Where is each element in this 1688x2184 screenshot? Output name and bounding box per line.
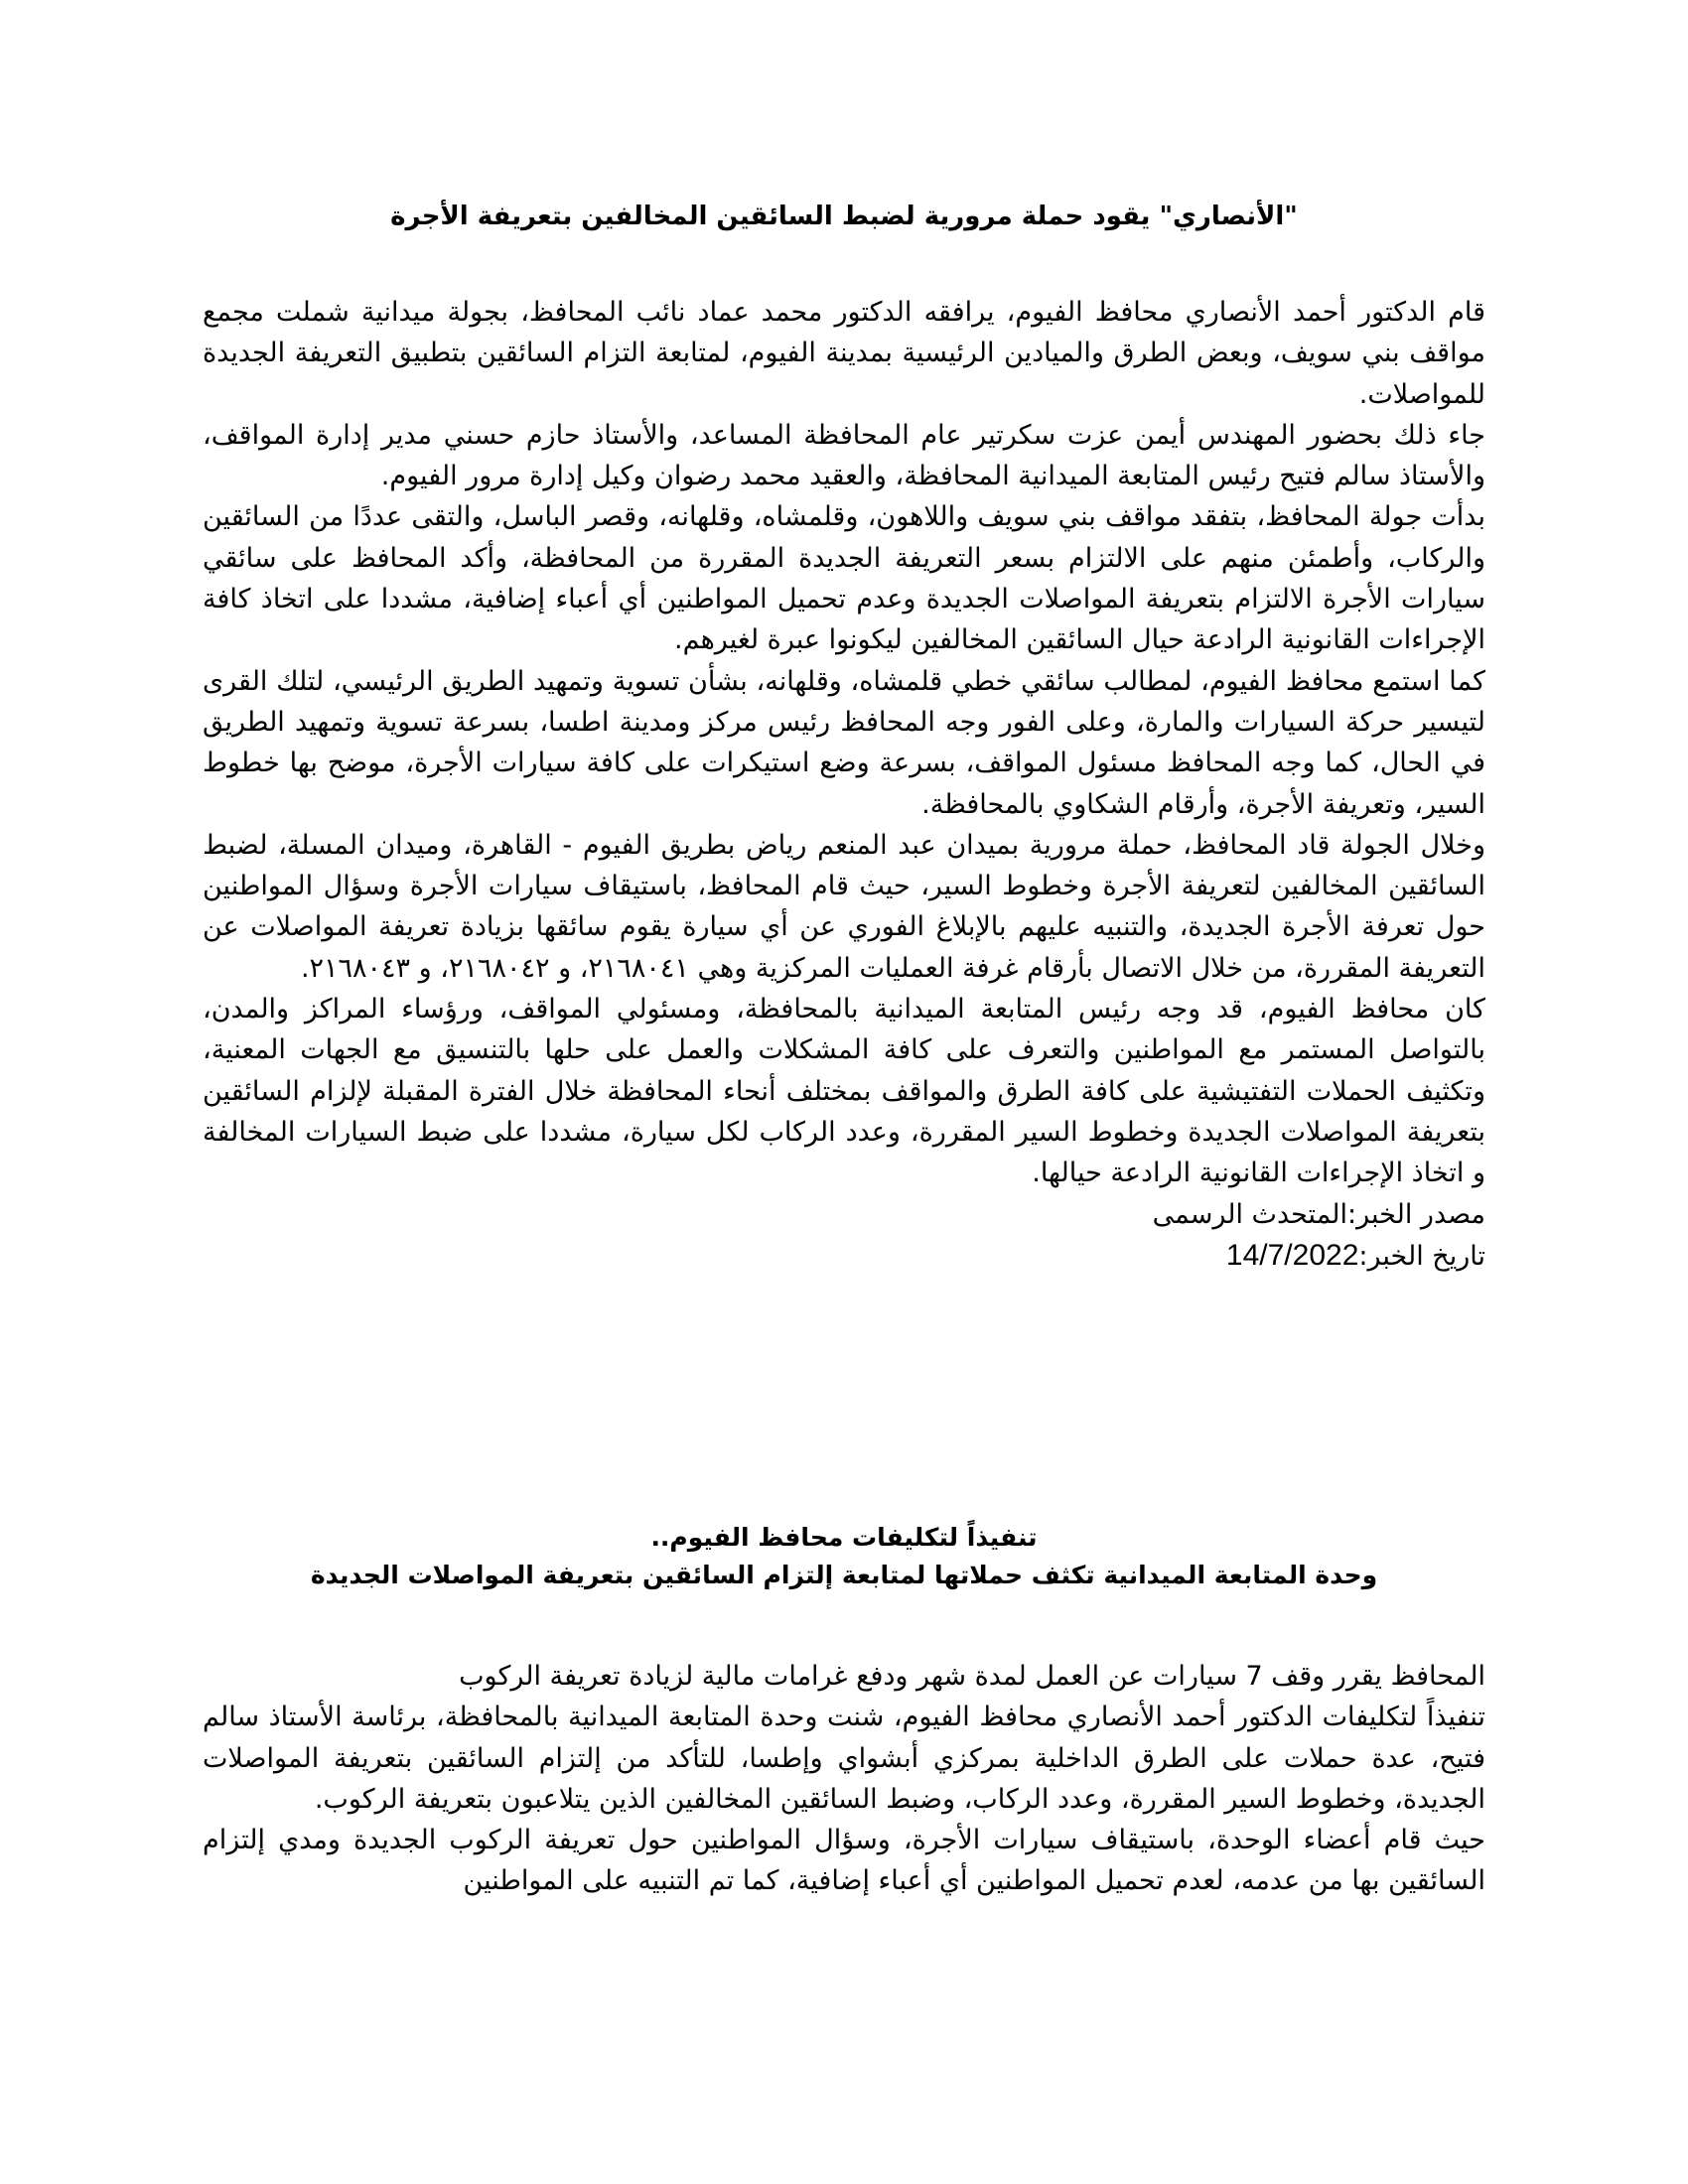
article-1-date-value: 14/7/2022 (1225, 1238, 1359, 1272)
article-2 (203, 1519, 1485, 1902)
spacer (203, 236, 1485, 292)
article-1-source: مصدر الخبر:المتحدث الرسمى (1152, 1198, 1485, 1230)
article-2-paragraph-2: تنفيذاً لتكليفات الدكتور أحمد الأنصاري محافظ الفيوم، شنت وحدة المتابعة الميدانية بالمحافظة، برئاسة الأستاذ سالم فتيح، عدة حملات على الطرق الداخلية بمركزي أبشواي وإطسا، للتأكد من إلتزام السائقين بتعريفة المواصلات الجديدة، وخطوط السير المقررة، وعدد الركاب، وضبط السائقين المخالفين الذين يتلاعبون بتعريفة الركوب. (203, 1702, 1485, 1815)
article-1-paragraph-6: كان محافظ الفيوم، قد وجه رئيس المتابعة الميدانية بالمحافظة، ومسئولي المواقف، ورؤساء المراكز والمدن، بالتواصل المستمر مع المواطنين والتعرف على كافة المشكلات والعمل على حلها بالتنسيق مع الجهات المعنية، وتكثيف الحملات التفتيشية على كافة الطرق والمواقف بمختلف أنحاء المحافظة خلال الفترة المقبلة لإلزام السائقين بتعريفة المواصلات الجديدة وخطوط السير المقررة، وعدد الركاب لكل سيارة، مشددا على ضبط السيارات المخالفة و اتخاذ الإجراءات القانونية الرادعة حيالها. (203, 994, 1485, 1189)
article-1-date-label: تاريخ الخبر: (1358, 1240, 1485, 1272)
article-1-paragraph-1: قام الدكتور أحمد الأنصاري محافظ الفيوم، يرافقه الدكتور محمد عماد نائب المحافظ، بجولة ميدانية شملت مجمع مواقف بني سويف، وبعض الطرق والميادين الرئيسية بمدينة الفيوم، لمتابعة التزام السائقين بتطبيق التعريفة الجديدة للمواصلات. (203, 297, 1485, 410)
article-1-paragraph-4: كما استمع محافظ الفيوم، لمطالب سائقي خطي قلمشاه، وقلهانه، بشأن تسوية وتمهيد الطريق الرئيسي، لتلك القرى لتيسير حركة السيارات والمارة، وعلى الفور وجه المحافظ رئيس مركز ومدينة اطسا، بسرعة تسوية وتمهيد الطريق في الحال، كما وجه المحافظ مسئول المواقف، بسرعة وضع استيكرات على كافة سيارات الأجرة، موضح بها خطوط السير، وتعريفة الأجرة، وأرقام الشكاوي بالمحافظة. (203, 665, 1485, 820)
article-1-headline: "الأنصاري" يقود حملة مرورية لضبط السائقين المخالفين بتعريفة الأجرة (390, 202, 1298, 231)
article-1-paragraph-2: جاء ذلك بحضور المهندس أيمن عزت سكرتير عام المحافظة المساعد، والأستاذ حازم حسني مدير إدارة المواقف، والأستاذ سالم فتيح رئيس المتابعة الميدانية المحافظة، والعقيد محمد رضوان وكيل إدارة مرور الفيوم. (203, 419, 1485, 492)
article-2-headline-line-2: وحدة المتابعة الميدانية تكثف حملاتها لمتابعة إلتزام السائقين بتعريفة المواصلات الجديدة (310, 1561, 1378, 1589)
article-1 (203, 197, 1485, 1277)
article-1-date (203, 1235, 1485, 1277)
article-1-paragraph-5: وخلال الجولة قاد المحافظ، حملة مرورية بميدان عبد المنعم رياض بطريق الفيوم - القاهرة، وميدان المسلة، لضبط السائقين المخالفين لتعريفة الأجرة وخطوط السير، حيث قام المحافظ، باستيقاف سيارات الأجرة وسؤال المواطنين حول تعرفة الأجرة الجديدة، والتنبيه عليهم بالإبلاغ الفوري عن أي سيارة يقوم سائقها بزيادة تعريفة المواصلات عن التعريفة المقررة، من خلال الاتصال بأرقام غرفة العمليات المركزية وهي ٢١٦٨٠٤١، و ٢١٦٨٠٤٢، و ٢١٦٨٠٤٣. (203, 829, 1485, 984)
spacer (203, 1594, 1485, 1656)
article-2-headline-line-1: تنفيذاً لتكليفات محافظ الفيوم.. (650, 1523, 1038, 1552)
article-2-paragraph-3: حيث قام أعضاء الوحدة، باستيقاف سيارات الأجرة، وسؤال المواطنين حول تعريفة الركوب الجديدة ومدي إلتزام السائقين بها من عدمه، لعدم تحميل المواطنين أي أعباء إضافية، كما تم التنبيه على المواطنين (203, 1825, 1485, 1897)
article-2-paragraph-1: المحافظ يقرر وقف 7 سيارات عن العمل لمدة شهر ودفع غرامات مالية لزيادة تعريفة الركوب (459, 1661, 1485, 1692)
article-1-paragraph-3: بدأت جولة المحافظ، بتفقد مواقف بني سويف واللاهون، وقلمشاه، وقلهانه، وقصر الباسل، والتقى عددًا من السائقين والركاب، وأطمئن منهم على الالتزام بسعر التعريفة الجديدة المقررة من المحافظة، وأكد المحافظ على سائقي سيارات الأجرة الالتزام بتعريفة المواصلات الجديدة وعدم تحميل المواطنين أي أعباء إضافية، مشددا على اتخاذ كافة الإجراءات القانونية الرادعة حيال السائقين المخالفين ليكونوا عبرة لغيرهم. (203, 501, 1485, 656)
